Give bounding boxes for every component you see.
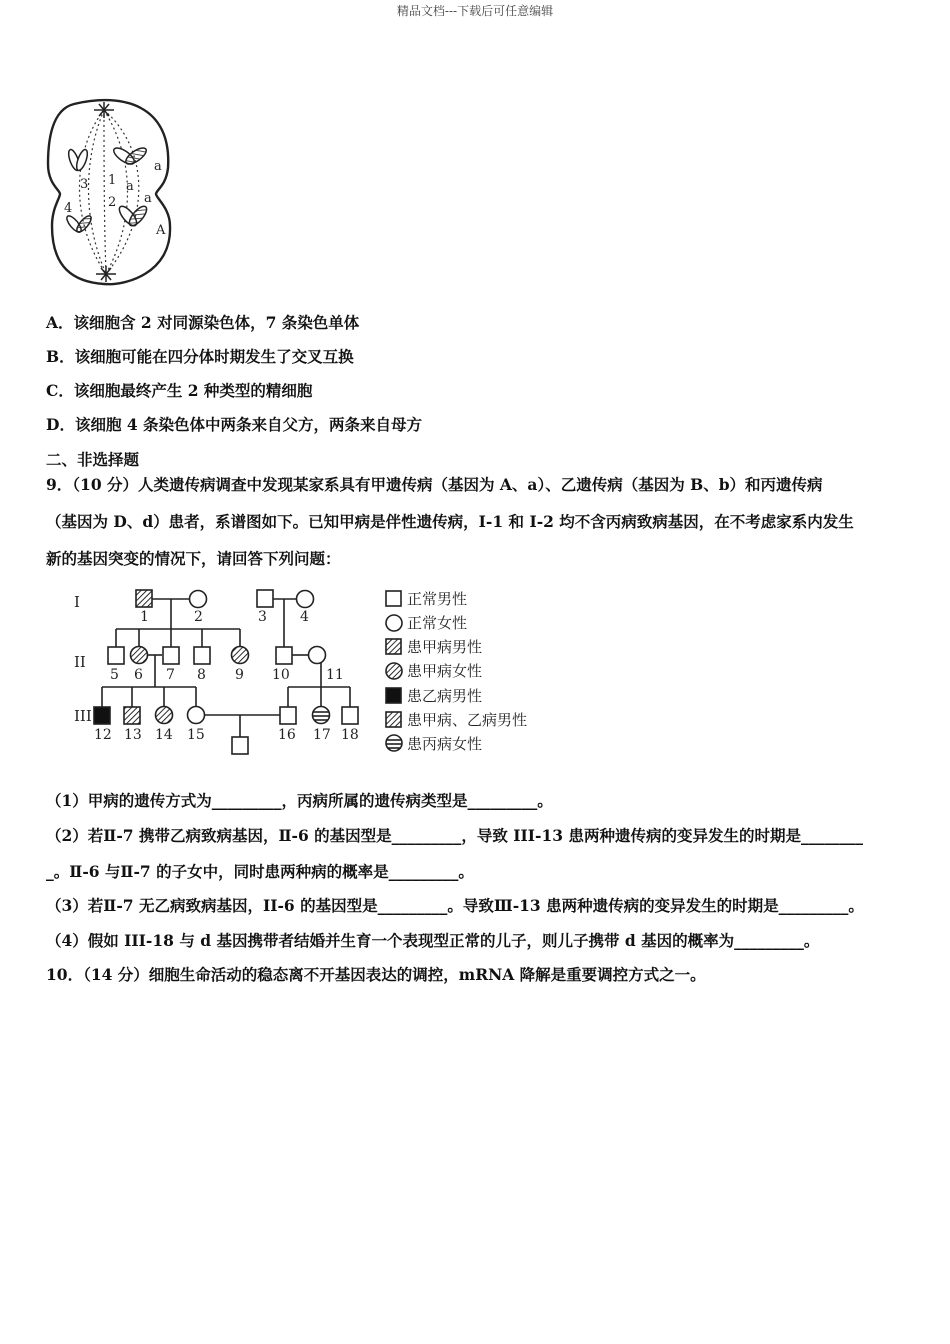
ped-num-4: 4 bbox=[300, 609, 309, 625]
cell-label-A: A bbox=[156, 223, 166, 238]
page-header: 精品文档---下载后可任意编辑 bbox=[396, 4, 554, 18]
cell-division-figure bbox=[44, 98, 180, 288]
option-b: B．该细胞可能在四分体时期发生了交叉互换 bbox=[46, 347, 354, 366]
q9-sub3: （3）若Ⅱ-7 无乙病致病基因，II-6 的基因型是_________。导致Ⅲ-13 患两种遗传病的变异发生的时期是_________。 bbox=[46, 896, 864, 915]
ped-num-10: 10 bbox=[272, 667, 290, 683]
option-d: D．该细胞 4 条染色体中两条来自父方，两条来自母方 bbox=[46, 415, 423, 434]
gen-III: III bbox=[74, 707, 92, 725]
ped-num-14: 14 bbox=[155, 727, 173, 743]
gen-I: I bbox=[74, 593, 80, 611]
ped-num-12: 12 bbox=[94, 727, 112, 743]
option-a: A．该细胞含 2 对同源染色体，7 条染色单体 bbox=[46, 313, 360, 332]
cell-label-4: 4 bbox=[64, 201, 73, 216]
ped-num-18: 18 bbox=[341, 727, 359, 743]
q9-stem-line2: （基因为 D、d）患者，系谱图如下。已知甲病是伴性遗传病，I-1 和 I-2 均不含丙病致病基因，在不考虑家系内发生 bbox=[46, 512, 854, 531]
q9-sub2-line2: _。Ⅱ-6 与Ⅱ-7 的子女中，同时患两种病的概率是_________。 bbox=[46, 862, 474, 881]
cell-label-a3: a bbox=[144, 191, 152, 206]
cell-label-3: 3 bbox=[80, 177, 89, 192]
legend-a-female: 患甲病女性 bbox=[407, 662, 483, 680]
ped-num-6: 6 bbox=[134, 667, 143, 683]
q9-sub1: （1）甲病的遗传方式为_________，丙病所属的遗传病类型是_________。 bbox=[46, 791, 553, 810]
cell-label-a2: a bbox=[126, 179, 134, 194]
legend-normal-male: 正常男性 bbox=[407, 590, 468, 608]
cell-label-a1: a bbox=[154, 159, 162, 174]
ped-num-8: 8 bbox=[197, 667, 206, 683]
ped-num-15: 15 bbox=[187, 727, 205, 743]
ped-num-7: 7 bbox=[166, 667, 175, 683]
legend-a-male: 患甲病男性 bbox=[407, 638, 483, 656]
q9-stem-line3: 新的基因突变的情况下，请回答下列问题： bbox=[46, 549, 341, 568]
cell-label-2: 2 bbox=[108, 195, 117, 210]
ped-num-3: 3 bbox=[258, 609, 267, 625]
ped-num-1: 1 bbox=[140, 609, 149, 625]
q9-sub4: （4）假如 III-18 与 d 基因携带者结婚并生育一个表现型正常的儿子，则儿子携带 d 基因的概率为_________。 bbox=[46, 931, 820, 950]
pedigree-chart bbox=[44, 585, 564, 757]
legend-b-male: 患乙病男性 bbox=[407, 687, 483, 705]
ped-num-2: 2 bbox=[194, 609, 203, 625]
section-title: 二、非选择题 bbox=[46, 450, 140, 469]
ped-num-9: 9 bbox=[235, 667, 244, 683]
gen-II: II bbox=[74, 653, 86, 671]
ped-num-5: 5 bbox=[110, 667, 119, 683]
option-c: C．该细胞最终产生 2 种类型的精细胞 bbox=[46, 381, 313, 400]
ped-num-13: 13 bbox=[124, 727, 142, 743]
ped-num-17: 17 bbox=[313, 727, 331, 743]
ped-num-16: 16 bbox=[278, 727, 296, 743]
legend-normal-female: 正常女性 bbox=[407, 614, 468, 632]
legend-ab-male: 患甲病、乙病男性 bbox=[407, 711, 528, 729]
ped-num-11: 11 bbox=[326, 667, 344, 683]
q10-stem: 10．（14 分）细胞生命活动的稳态离不开基因表达的调控，mRNA 降解是重要调控方式之一。 bbox=[46, 965, 706, 984]
legend-c-female: 患丙病女性 bbox=[407, 735, 483, 753]
q9-stem-line1: 9．（10 分）人类遗传病调查中发现某家系具有甲遗传病（基因为 A、a）、乙遗传病（基因为 B、b）和丙遗传病 bbox=[46, 475, 823, 494]
q9-sub2-line1: （2）若Ⅱ-7 携带乙病致病基因，Ⅱ-6 的基因型是_________，导致 III-13 患两种遗传病的变异发生的时期是________ bbox=[46, 826, 863, 845]
cell-label-1: 1 bbox=[108, 173, 117, 188]
